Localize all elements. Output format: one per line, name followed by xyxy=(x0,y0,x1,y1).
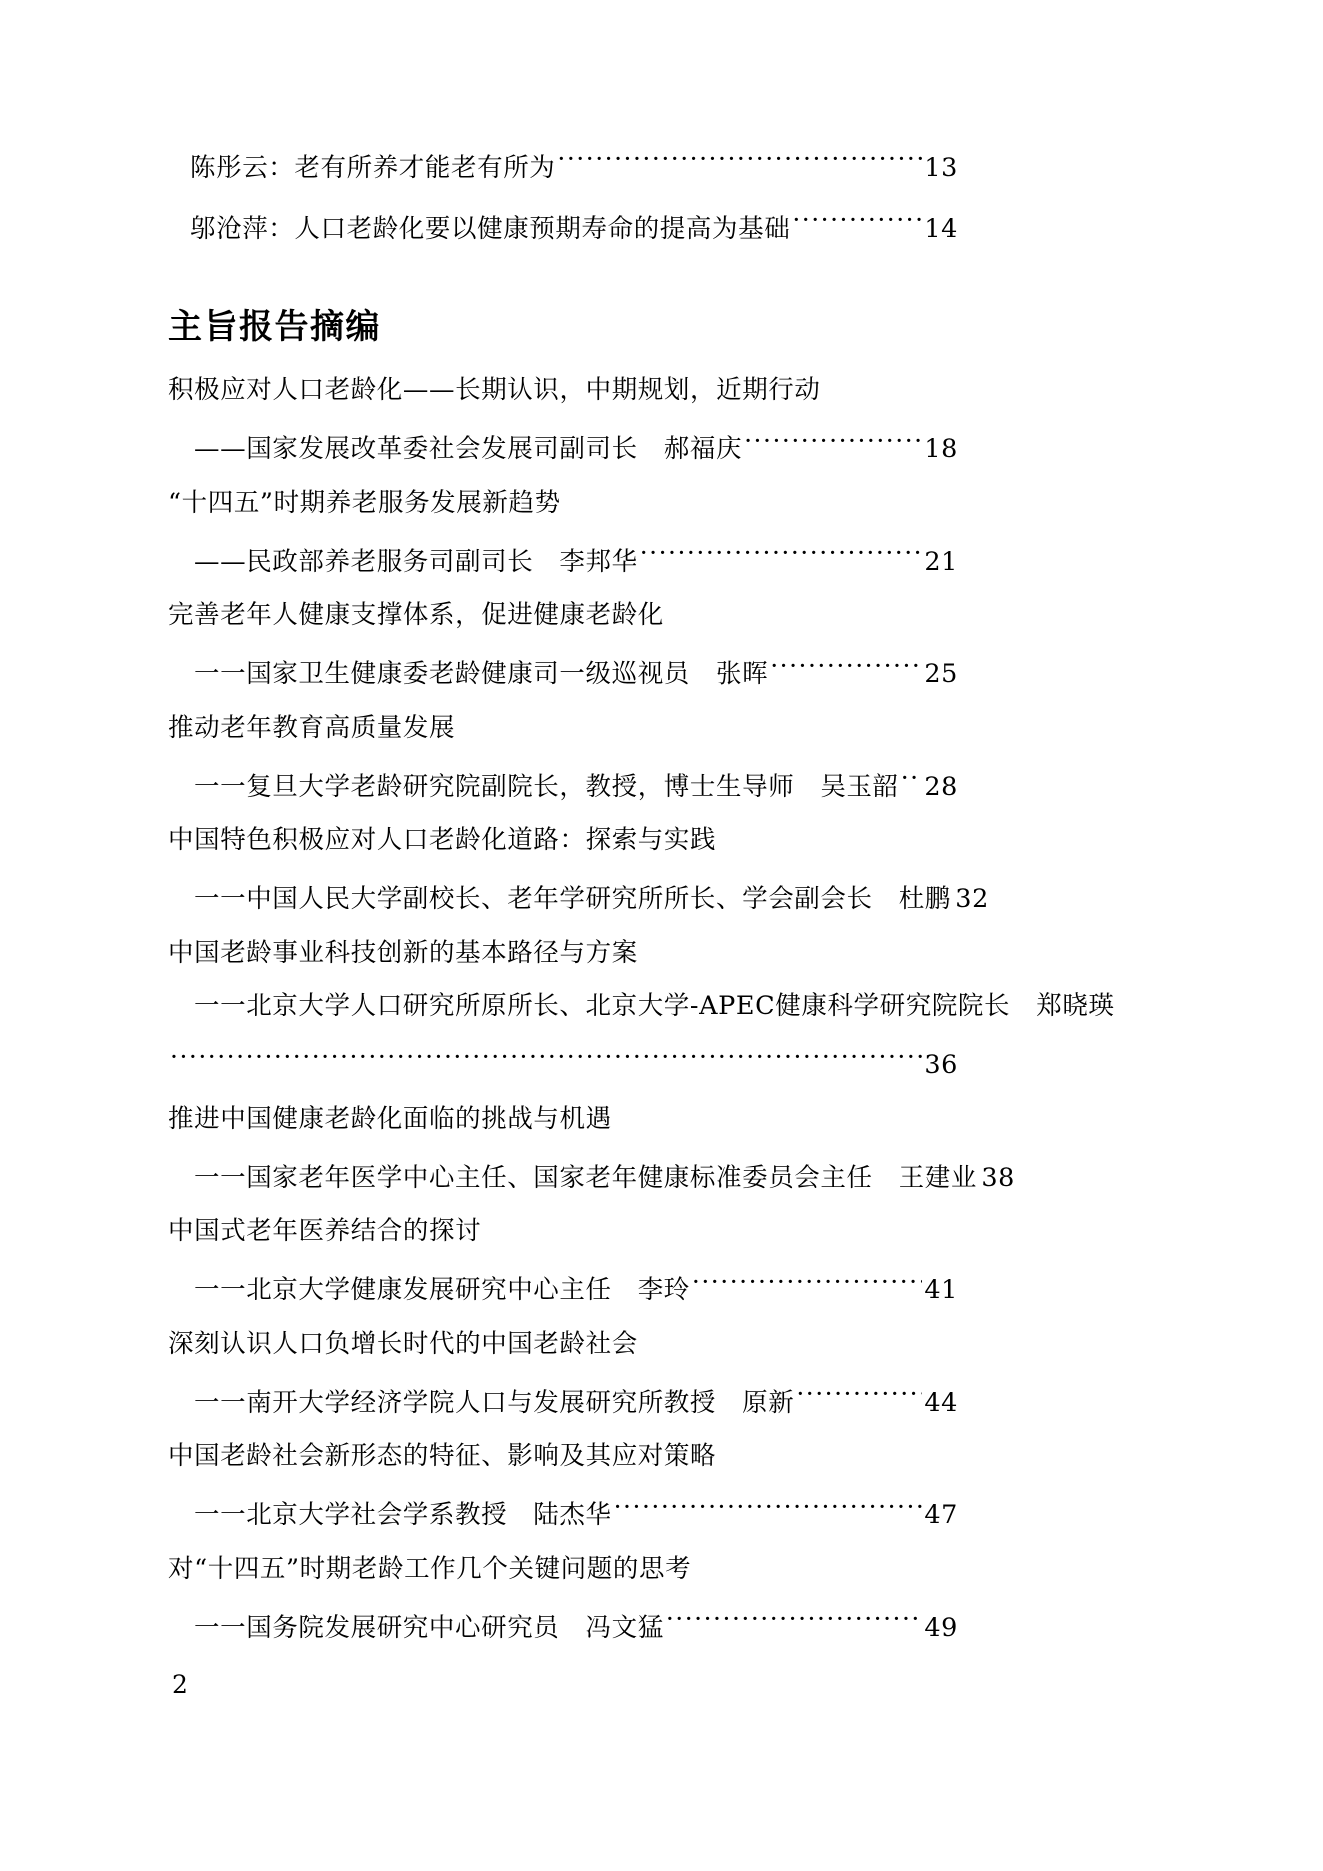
toc-entry-title: 完善老年人健康支撑体系，促进健康老龄化 xyxy=(168,600,664,630)
toc-entry-attribution-row xyxy=(168,1610,958,1641)
dot-leader xyxy=(640,544,922,570)
toc-entry-list xyxy=(168,375,1115,1643)
toc-page-number: 36 xyxy=(924,1050,958,1080)
toc-page-number: 14 xyxy=(924,213,958,244)
toc-entry-attribution-row xyxy=(168,1385,958,1416)
toc-entry-9 xyxy=(168,1441,958,1530)
dot-leader xyxy=(557,150,922,176)
dot-leader xyxy=(170,1048,922,1074)
dot-leader xyxy=(796,1385,922,1411)
toc-entry-7 xyxy=(168,1216,958,1305)
toc-entry-attribution: 一一北京大学社会学系教授 陆杰华 xyxy=(194,1500,612,1530)
toc-entry-title: “十四五”时期养老服务发展新趋势 xyxy=(168,487,561,518)
toc-entry-text: 陈彤云：老有所养才能老有所为 xyxy=(190,152,556,183)
toc-entry-attribution: 一一北京大学健康发展研究中心主任 李玲 xyxy=(194,1275,690,1305)
toc-entry-attribution-row xyxy=(168,432,958,463)
toc-page-number: 21 xyxy=(924,546,958,577)
toc-content xyxy=(168,150,1115,1669)
dot-leader xyxy=(666,1610,922,1636)
toc-entry-attribution-row xyxy=(168,1048,958,1079)
toc-entry-attribution-row xyxy=(168,1498,958,1529)
toc-entry-attribution: 一一北京大学人口研究所原所长、北京大学-APEC健康科学研究院院长 郑晓瑛 xyxy=(194,991,1115,1021)
toc-entry-attribution: 一一南开大学经济学院人口与发展研究所教授 原新 xyxy=(194,1387,795,1418)
toc-entry-title: 中国老龄社会新形态的特征、影响及其应对策略 xyxy=(168,1441,717,1471)
toc-entry-attribution: 一一复旦大学老龄研究院副院长，教授，博士生导师 吴玉韶 xyxy=(194,771,899,802)
toc-top-group xyxy=(168,150,958,242)
section-heading: 主旨报告摘编 xyxy=(168,307,381,347)
toc-entry-title: 推进中国健康老龄化面临的挑战与机遇 xyxy=(168,1103,612,1134)
toc-entry-title: 深刻认识人口负增长时代的中国老龄社会 xyxy=(168,1328,638,1359)
toc-entry-attribution: ——民政部养老服务司副司长 李邦华 xyxy=(194,546,638,577)
toc-page-number: 41 xyxy=(924,1275,958,1305)
toc-entry-title: 推动老年教育高质量发展 xyxy=(168,712,456,743)
toc-entry-1 xyxy=(168,487,958,577)
toc-entry-attribution-row xyxy=(168,769,958,800)
dot-leader xyxy=(744,432,922,458)
toc-entry-attribution-row xyxy=(168,1160,1016,1193)
toc-entry-0 xyxy=(168,375,958,464)
toc-page-number: 18 xyxy=(924,434,958,464)
toc-entry-10 xyxy=(168,1553,958,1643)
toc-page-number: 28 xyxy=(924,771,958,802)
toc-page-number: 44 xyxy=(924,1387,958,1418)
toc-entry-3 xyxy=(168,712,958,802)
toc-entry-top-0 xyxy=(168,150,958,181)
toc-entry-attribution: 一一中国人民大学副校长、老年学研究所所长、学会副会长 杜鹏 xyxy=(194,884,951,914)
toc-entry-8 xyxy=(168,1328,958,1418)
toc-entry-2 xyxy=(168,600,958,689)
page-folio-number: 2 xyxy=(172,1670,188,1699)
toc-entry-attribution: 一一国家老年医学中心主任、国家老年健康标准委员会主任 王建业 xyxy=(194,1162,978,1193)
toc-entry-title: 积极应对人口老龄化——长期认识，中期规划，近期行动 xyxy=(168,375,821,405)
toc-entry-attribution: 一一国家卫生健康委老龄健康司一级巡视员 张晖 xyxy=(194,659,769,689)
toc-entry-title: 中国特色积极应对人口老龄化道路：探索与实践 xyxy=(168,825,717,855)
dot-leader xyxy=(901,769,922,795)
toc-entry-attribution-row xyxy=(168,882,989,914)
toc-entry-title: 中国式老年医养结合的探讨 xyxy=(168,1216,482,1246)
toc-entry-attribution-row xyxy=(168,544,958,575)
toc-entry-attribution: ——国家发展改革委社会发展司副司长 郝福庆 xyxy=(194,434,743,464)
dot-leader xyxy=(770,657,922,683)
dot-leader xyxy=(792,211,922,237)
dot-leader xyxy=(692,1273,922,1299)
toc-entry-title: 对“十四五”时期老龄工作几个关键问题的思考 xyxy=(168,1553,692,1584)
toc-page-number: 25 xyxy=(924,659,958,689)
toc-entry-5 xyxy=(168,937,1115,1080)
toc-entry-6 xyxy=(168,1103,1016,1193)
dot-leader xyxy=(614,1498,922,1524)
toc-page-number: 49 xyxy=(924,1612,958,1643)
toc-page-number: 13 xyxy=(924,152,958,183)
toc-entry-attribution-row xyxy=(168,657,958,688)
toc-page-number: 47 xyxy=(924,1500,958,1530)
toc-entry-text: 邬沧萍：人口老龄化要以健康预期寿命的提高为基础 xyxy=(190,213,791,244)
toc-entry-top-1 xyxy=(168,211,958,242)
toc-page-number: 32 xyxy=(955,884,989,914)
toc-entry-4 xyxy=(168,825,989,914)
toc-entry-attribution-row xyxy=(168,1273,958,1304)
toc-entry-attribution: 一一国务院发展研究中心研究员 冯文猛 xyxy=(194,1612,664,1643)
toc-entry-title: 中国老龄事业科技创新的基本路径与方案 xyxy=(168,937,638,968)
toc-page-number: 38 xyxy=(981,1162,1016,1193)
